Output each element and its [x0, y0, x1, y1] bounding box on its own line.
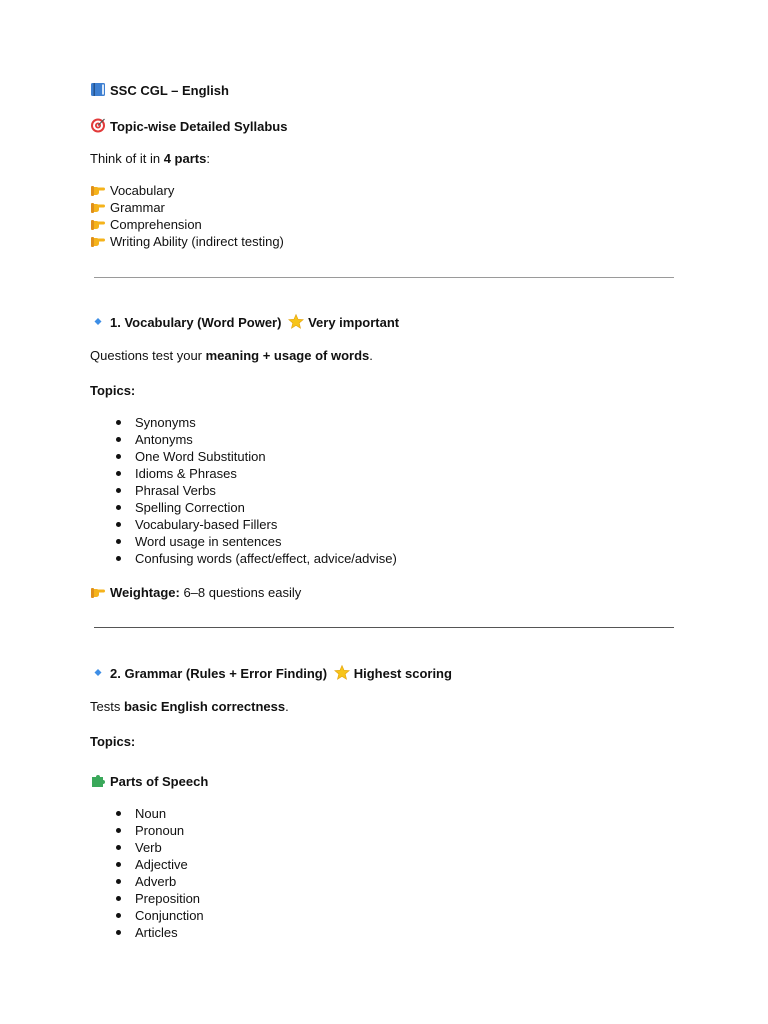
parts-of-speech-heading: Parts of Speech [90, 773, 208, 790]
section2-topics-label: Topics: [90, 734, 136, 749]
parts-list [90, 182, 284, 250]
pointing-hand-icon [90, 182, 106, 197]
subtitle-line [90, 118, 287, 135]
list-item: One Word Substitution [90, 448, 397, 465]
list-item: Grammar [90, 199, 284, 216]
blue-diamond-icon [90, 665, 106, 680]
star-icon [288, 314, 304, 329]
list-item: Confusing words (affect/effect, advice/advise) [90, 550, 397, 567]
list-item: Adjective [90, 856, 204, 873]
section1-heading: 1. Vocabulary (Word Power) [110, 315, 282, 330]
list-item: Spelling Correction [90, 499, 397, 516]
list-item: Idioms & Phrases [90, 465, 397, 482]
list-item: Comprehension [90, 216, 284, 233]
target-icon [90, 118, 106, 133]
pointing-hand-icon [90, 199, 106, 214]
intro-post: : [206, 151, 210, 166]
section1-description: Questions test your meaning + usage of words. [90, 348, 373, 363]
list-item: Conjunction [90, 907, 204, 924]
section1-tag: Very important [308, 315, 400, 330]
list-item: Adverb [90, 873, 204, 890]
pointing-hand-icon [90, 216, 106, 231]
section1-topics-label: Topics: [90, 383, 136, 398]
section2-heading: 2. Grammar (Rules + Error Finding) [110, 666, 328, 681]
list-item: Pronoun [90, 822, 204, 839]
list-item: Noun [90, 805, 204, 822]
pointing-hand-icon [90, 233, 106, 248]
intro-pre: Think of it in [90, 151, 164, 166]
document-title-line [90, 82, 229, 99]
parts-of-speech-list [90, 805, 204, 941]
pointing-hand-icon [90, 584, 106, 599]
intro-bold: 4 parts [163, 151, 207, 166]
document-title: SSC CGL – English [110, 83, 229, 98]
list-item: Vocabulary-based Fillers [90, 516, 397, 533]
list-item: Articles [90, 924, 204, 941]
section-divider [94, 277, 674, 278]
section2-description: Tests basic English correctness. [90, 699, 289, 714]
list-item: Vocabulary [90, 182, 284, 199]
blue-diamond-icon [90, 314, 106, 329]
vocabulary-topics-list [90, 414, 397, 567]
section2-tag: Highest scoring [353, 666, 452, 681]
puzzle-piece-icon [90, 773, 106, 788]
blue-book-icon [90, 82, 106, 97]
list-item: Antonyms [90, 431, 397, 448]
list-item: Writing Ability (indirect testing) [90, 233, 284, 250]
section1-heading-line [90, 314, 399, 331]
list-item: Synonyms [90, 414, 397, 431]
star-icon [334, 665, 350, 680]
list-item: Phrasal Verbs [90, 482, 397, 499]
list-item: Word usage in sentences [90, 533, 397, 550]
list-item: Preposition [90, 890, 204, 907]
intro-text [90, 150, 210, 167]
section2-heading-line [90, 665, 452, 682]
subtitle: Topic-wise Detailed Syllabus [110, 119, 288, 134]
section-divider [94, 627, 674, 628]
list-item: Verb [90, 839, 204, 856]
section1-weightage: Weightage: 6–8 questions easily [90, 584, 301, 601]
